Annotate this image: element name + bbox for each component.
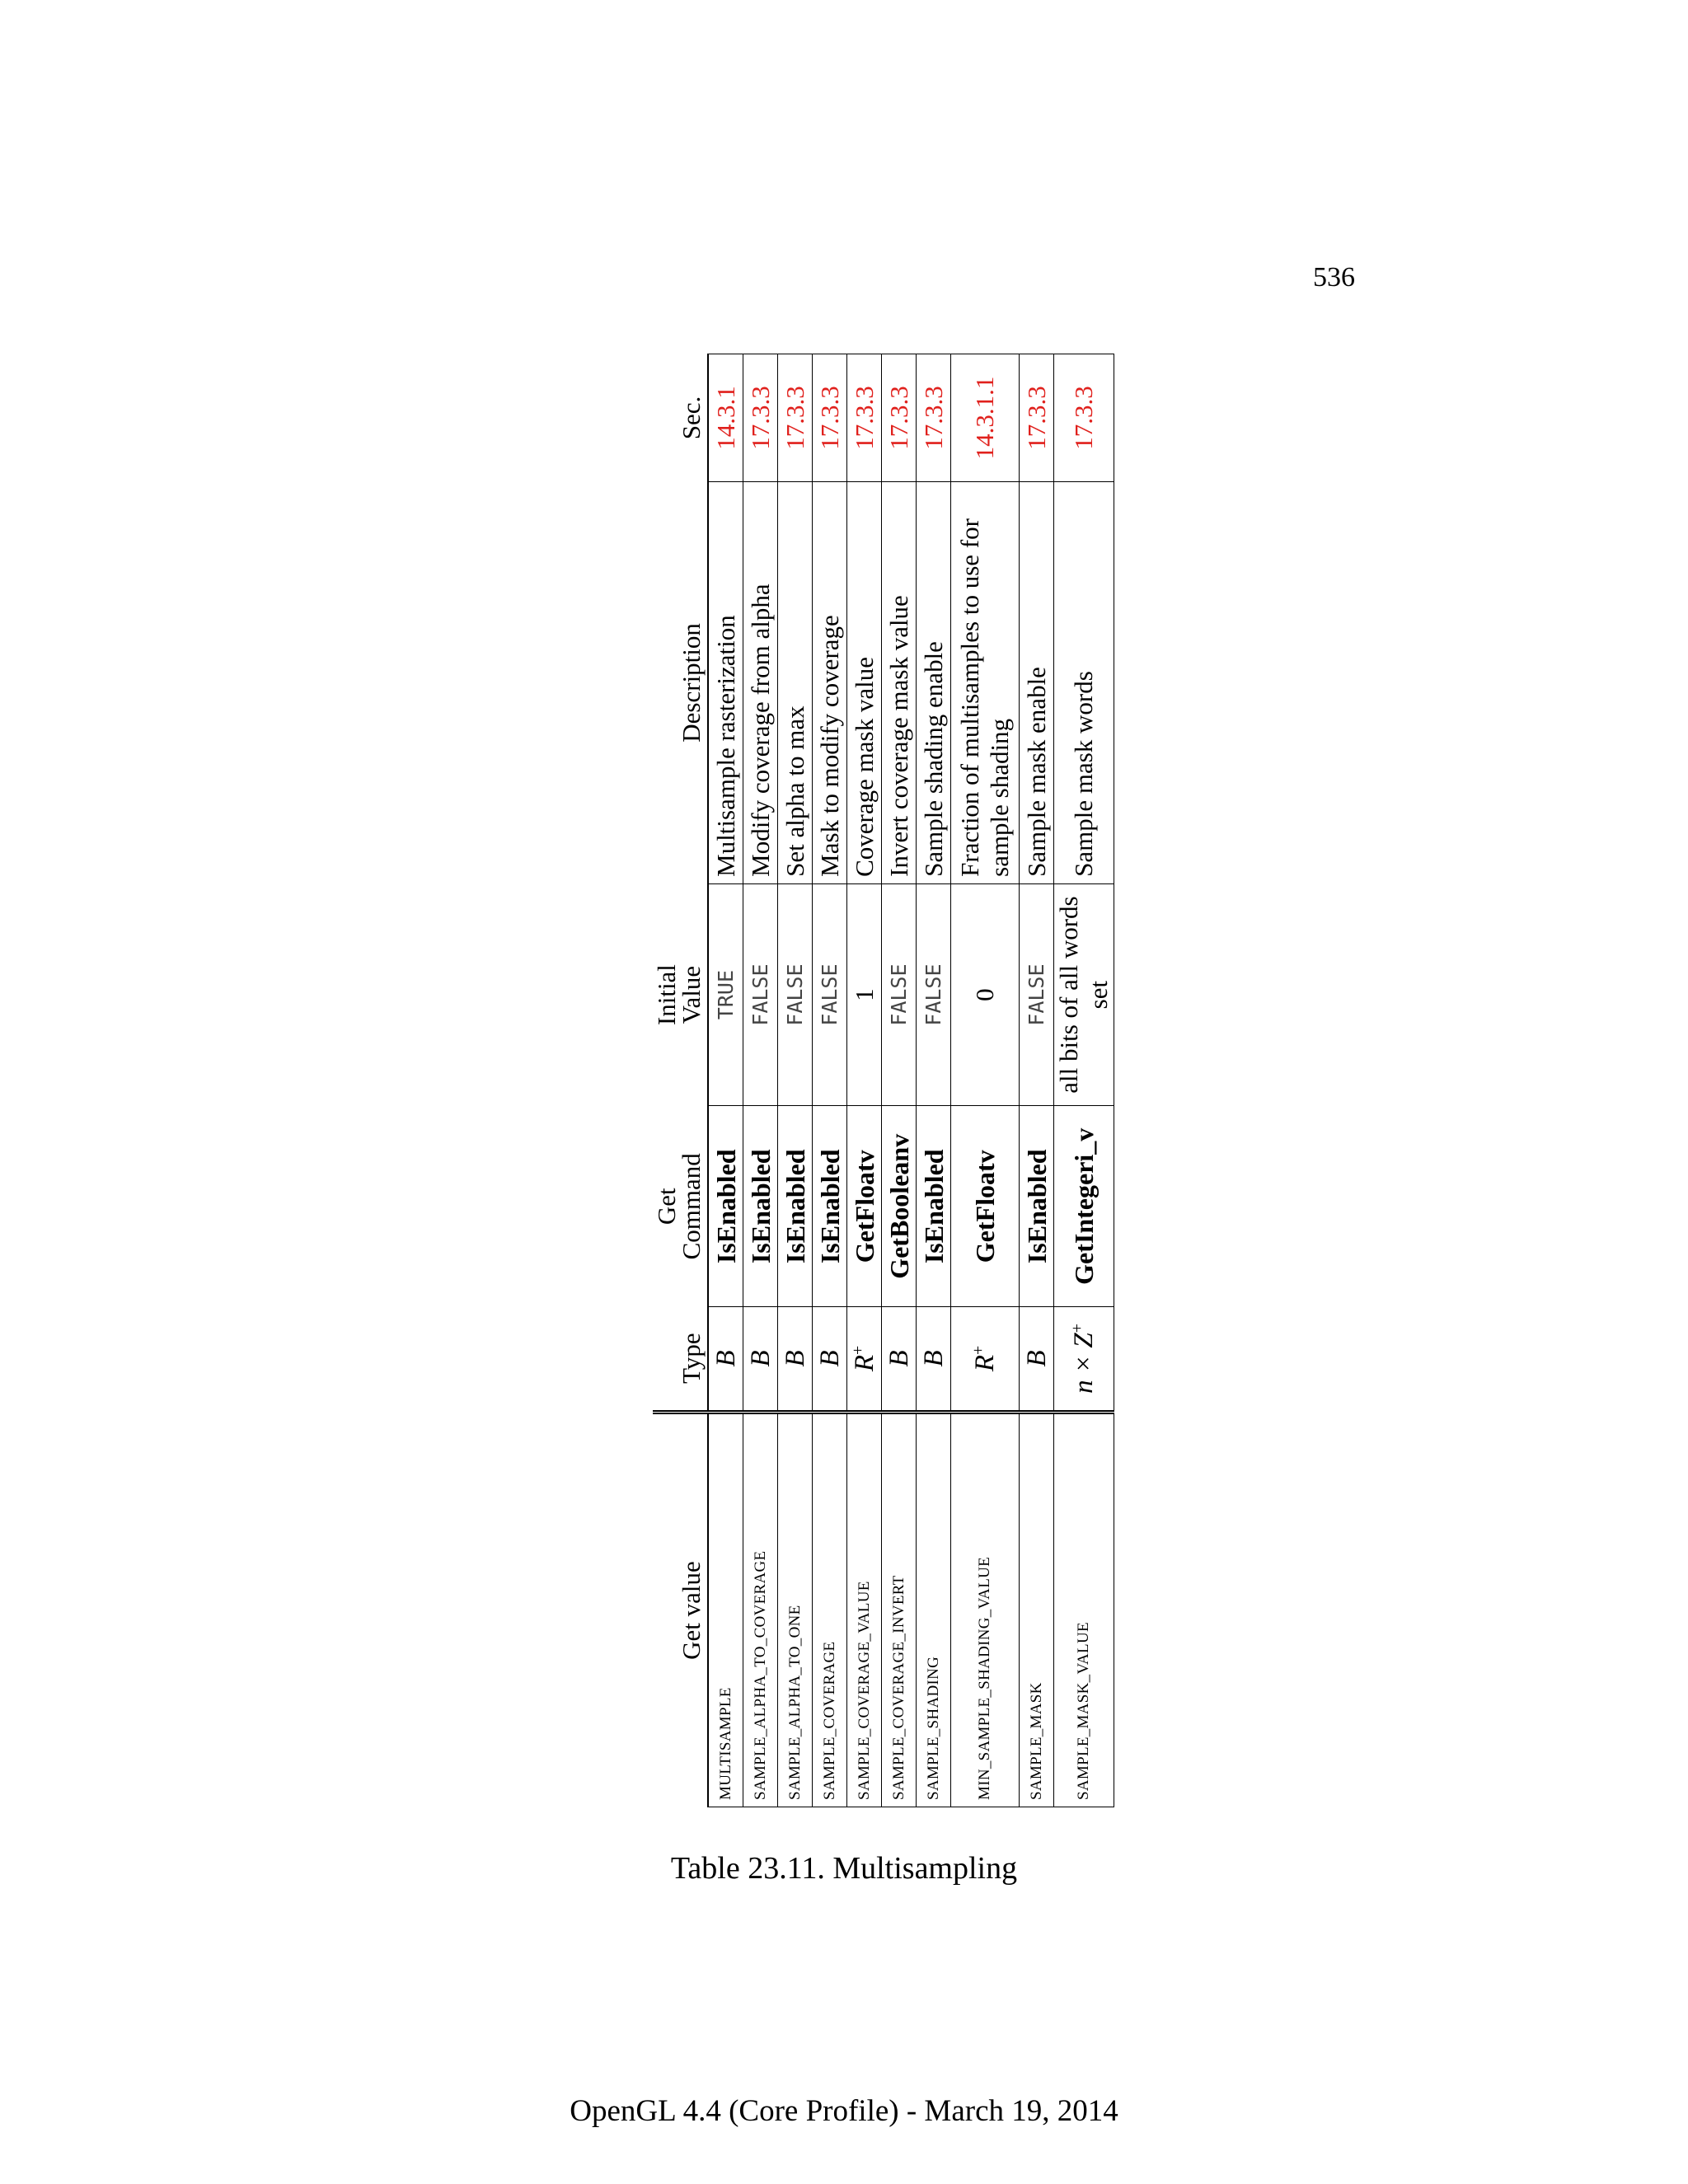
cell-section-link[interactable]: 17.3.3 — [1054, 354, 1114, 482]
cell-description: Set alpha to max — [778, 481, 813, 883]
table-row — [743, 354, 778, 1807]
cell-description: Mask to modify coverage — [813, 481, 847, 883]
cell-command: IsEnabled — [708, 1106, 743, 1307]
cell-command: IsEnabled — [1020, 1106, 1054, 1307]
cell-type: R+ — [951, 1307, 1020, 1412]
cell-type: B — [917, 1307, 951, 1412]
table-row — [813, 354, 847, 1807]
cell-command: IsEnabled — [778, 1106, 813, 1307]
cell-section-link[interactable]: 17.3.3 — [743, 354, 778, 482]
cell-initial-value: TRUE — [708, 883, 743, 1105]
table-row — [847, 354, 882, 1807]
cell-section-link[interactable]: 14.3.1.1 — [951, 354, 1020, 482]
cell-type: B — [743, 1307, 778, 1412]
page-number: 536 — [1313, 262, 1355, 293]
cell-initial-value: FALSE — [1020, 883, 1054, 1105]
cell-description: Invert coverage mask value — [882, 481, 917, 883]
cell-command: GetFloatv — [951, 1106, 1020, 1307]
header-sec: Sec. — [653, 354, 708, 482]
cell-command: GetBooleanv — [882, 1106, 917, 1307]
page-footer: OpenGL 4.4 (Core Profile) - March 19, 2014 — [570, 2094, 1118, 2128]
table-header-row — [653, 354, 708, 1807]
cell-description: Modify coverage from alpha — [743, 481, 778, 883]
cell-section-link[interactable]: 17.3.3 — [1020, 354, 1054, 482]
cell-get-value: SAMPLE_COVERAGE — [813, 1412, 847, 1807]
header-get-value: Get value — [653, 1412, 708, 1807]
cell-initial-value: 1 — [847, 883, 882, 1105]
table-row — [917, 354, 951, 1807]
cell-section-link[interactable]: 17.3.3 — [917, 354, 951, 482]
cell-command: IsEnabled — [743, 1106, 778, 1307]
cell-initial-value: FALSE — [778, 883, 813, 1105]
header-type: Type — [653, 1307, 708, 1412]
table-row — [1020, 354, 1054, 1807]
state-table — [653, 354, 1114, 1807]
cell-get-value: SAMPLE_ALPHA_TO_ONE — [778, 1412, 813, 1807]
table-row — [778, 354, 813, 1807]
cell-get-value: SAMPLE_COVERAGE_INVERT — [882, 1412, 917, 1807]
cell-section-link[interactable]: 17.3.3 — [813, 354, 847, 482]
cell-get-value: SAMPLE_COVERAGE_VALUE — [847, 1412, 882, 1807]
cell-description: Sample mask words — [1054, 481, 1114, 883]
cell-initial-value: FALSE — [882, 883, 917, 1105]
header-get-command: Get Command — [653, 1106, 708, 1307]
cell-get-value: SAMPLE_SHADING — [917, 1412, 951, 1807]
cell-type: B — [778, 1307, 813, 1412]
cell-type: B — [708, 1307, 743, 1412]
cell-initial-value: 0 — [951, 883, 1020, 1105]
cell-get-value: MIN_SAMPLE_SHADING_VALUE — [951, 1412, 1020, 1807]
table-row — [882, 354, 917, 1807]
cell-type: R+ — [847, 1307, 882, 1412]
table-row — [1054, 354, 1114, 1807]
cell-initial-value: FALSE — [743, 883, 778, 1105]
cell-get-value: MULTISAMPLE — [708, 1412, 743, 1807]
cell-description: Multisample rasterization — [708, 481, 743, 883]
cell-type: B — [1020, 1307, 1054, 1412]
cell-section-link[interactable]: 17.3.3 — [847, 354, 882, 482]
cell-get-value: SAMPLE_MASK_VALUE — [1054, 1412, 1114, 1807]
cell-description: Fraction of multisamples to use for sample shading — [951, 481, 1020, 883]
cell-command: GetFloatv — [847, 1106, 882, 1307]
cell-initial-value: FALSE — [917, 883, 951, 1105]
cell-type: B — [813, 1307, 847, 1412]
cell-command: GetIntegeri_v — [1054, 1106, 1114, 1307]
table-caption: Table 23.11. Multisampling — [670, 1851, 1018, 1886]
cell-initial-value: all bits of all words set — [1054, 883, 1114, 1105]
cell-description: Sample mask enable — [1020, 481, 1054, 883]
cell-section-link[interactable]: 17.3.3 — [778, 354, 813, 482]
cell-initial-value: FALSE — [813, 883, 847, 1105]
cell-description: Sample shading enable — [917, 481, 951, 883]
cell-type: B — [882, 1307, 917, 1412]
table-row — [951, 354, 1020, 1807]
cell-section-link[interactable]: 17.3.3 — [882, 354, 917, 482]
cell-type: n × Z+ — [1054, 1307, 1114, 1412]
cell-description: Coverage mask value — [847, 481, 882, 883]
cell-section-link[interactable]: 14.3.1 — [708, 354, 743, 482]
cell-get-value: SAMPLE_MASK — [1020, 1412, 1054, 1807]
cell-get-value: SAMPLE_ALPHA_TO_COVERAGE — [743, 1412, 778, 1807]
cell-command: IsEnabled — [917, 1106, 951, 1307]
table-row — [708, 354, 743, 1807]
cell-command: IsEnabled — [813, 1106, 847, 1307]
state-table-rotated — [652, 354, 1113, 1807]
header-description: Description — [653, 481, 708, 883]
header-initial-value: Initial Value — [653, 883, 708, 1105]
